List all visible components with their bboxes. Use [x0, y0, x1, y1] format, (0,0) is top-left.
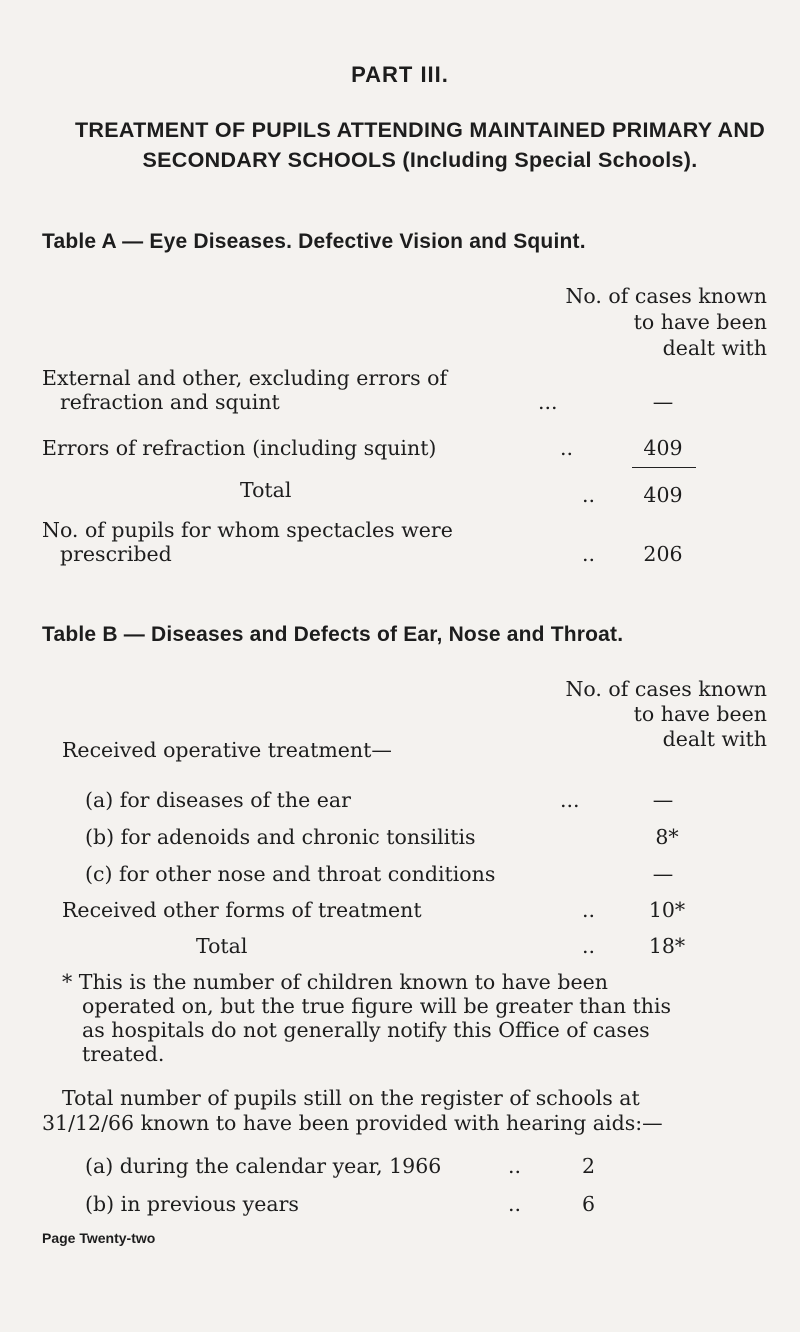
row-leader: ..: [582, 542, 596, 566]
row-value: —: [652, 788, 674, 812]
row-label: External and other, excluding errors of: [42, 366, 448, 390]
table-a-column-header: [520, 283, 767, 361]
row-label-continued: prescribed: [60, 542, 172, 566]
row-value: 409: [643, 436, 683, 460]
page-heading: TREATMENT OF PUPILS ATTENDING MAINTAINED PRIMARY AND SECONDARY SCHOOLS (Including Special Schools).: [74, 118, 766, 172]
row-label: No. of pupils for whom spectacles were: [42, 518, 453, 542]
hearing-aids-row-previous-years: (b) in previous years: [85, 1192, 299, 1216]
table-a-title: Table A — Eye Diseases. Defective Vision and Squint.: [42, 230, 586, 253]
table-b-title: Table B — Diseases and Defects of Ear, Nose and Throat.: [42, 623, 624, 646]
column-header-line: dealt with: [662, 727, 767, 751]
footnote-line: operated on, but the true figure will be greater than this: [82, 994, 672, 1018]
total-rule: [632, 467, 696, 468]
row-leader: ...: [538, 390, 558, 414]
hearing-aids-intro: [42, 1086, 663, 1136]
column-header-line: No. of cases known: [565, 677, 767, 701]
part-title: PART III.: [351, 62, 449, 87]
table-b-row-other-treatment: Received other forms of treatment: [62, 898, 422, 922]
row-label-continued: refraction and squint: [60, 390, 280, 414]
column-header-line: dealt with: [662, 336, 767, 360]
column-header-line: No. of cases known: [565, 284, 767, 308]
hearing-aids-row-current-year: (a) during the calendar year, 1966: [85, 1154, 442, 1178]
column-header-line: to have been: [633, 702, 767, 726]
footnote-line: * This is the number of children known to have been: [62, 970, 608, 994]
row-value: 10*: [648, 898, 686, 922]
row-value: 18*: [648, 934, 686, 958]
row-value: 6: [582, 1192, 596, 1216]
row-leader: ..: [582, 483, 596, 507]
table-b-section-label: Received operative treatment—: [62, 738, 392, 762]
intro-line: Total number of pupils still on the register of schools at: [62, 1086, 640, 1110]
table-a-row-total: Total: [240, 478, 292, 502]
table-b-column-header: [520, 677, 767, 752]
row-value: —: [652, 390, 674, 414]
row-value: 206: [643, 542, 683, 566]
row-leader: ..: [582, 898, 596, 922]
table-b-footnote: [62, 970, 671, 1066]
row-leader: ..: [582, 934, 596, 958]
table-b-row-ear: (a) for diseases of the ear: [85, 788, 351, 812]
table-a-row-spectacles: [42, 518, 627, 566]
row-value: —: [652, 862, 674, 886]
intro-line: 31/12/66 known to have been provided with hearing aids:—: [42, 1111, 663, 1135]
row-leader: ..: [508, 1192, 522, 1216]
column-header-line: to have been: [633, 310, 767, 334]
row-value: 8*: [655, 825, 679, 849]
footnote-line: as hospitals do not generally notify this Office of cases: [82, 1018, 650, 1042]
table-a-row-refraction: Errors of refraction (including squint): [42, 436, 437, 460]
table-b-row-total: Total: [196, 934, 248, 958]
row-leader: ..: [508, 1154, 522, 1178]
row-value: 2: [582, 1154, 596, 1178]
row-leader: ..: [560, 436, 574, 460]
row-leader: ...: [560, 788, 580, 812]
table-b-row-adenoids: (b) for adenoids and chronic tonsilitis: [85, 825, 476, 849]
page-footer: Page Twenty-two: [42, 1230, 156, 1246]
row-value: 409: [643, 483, 683, 507]
footnote-line: treated.: [82, 1042, 165, 1066]
table-b-row-nose-throat: (c) for other nose and throat conditions: [85, 862, 496, 886]
